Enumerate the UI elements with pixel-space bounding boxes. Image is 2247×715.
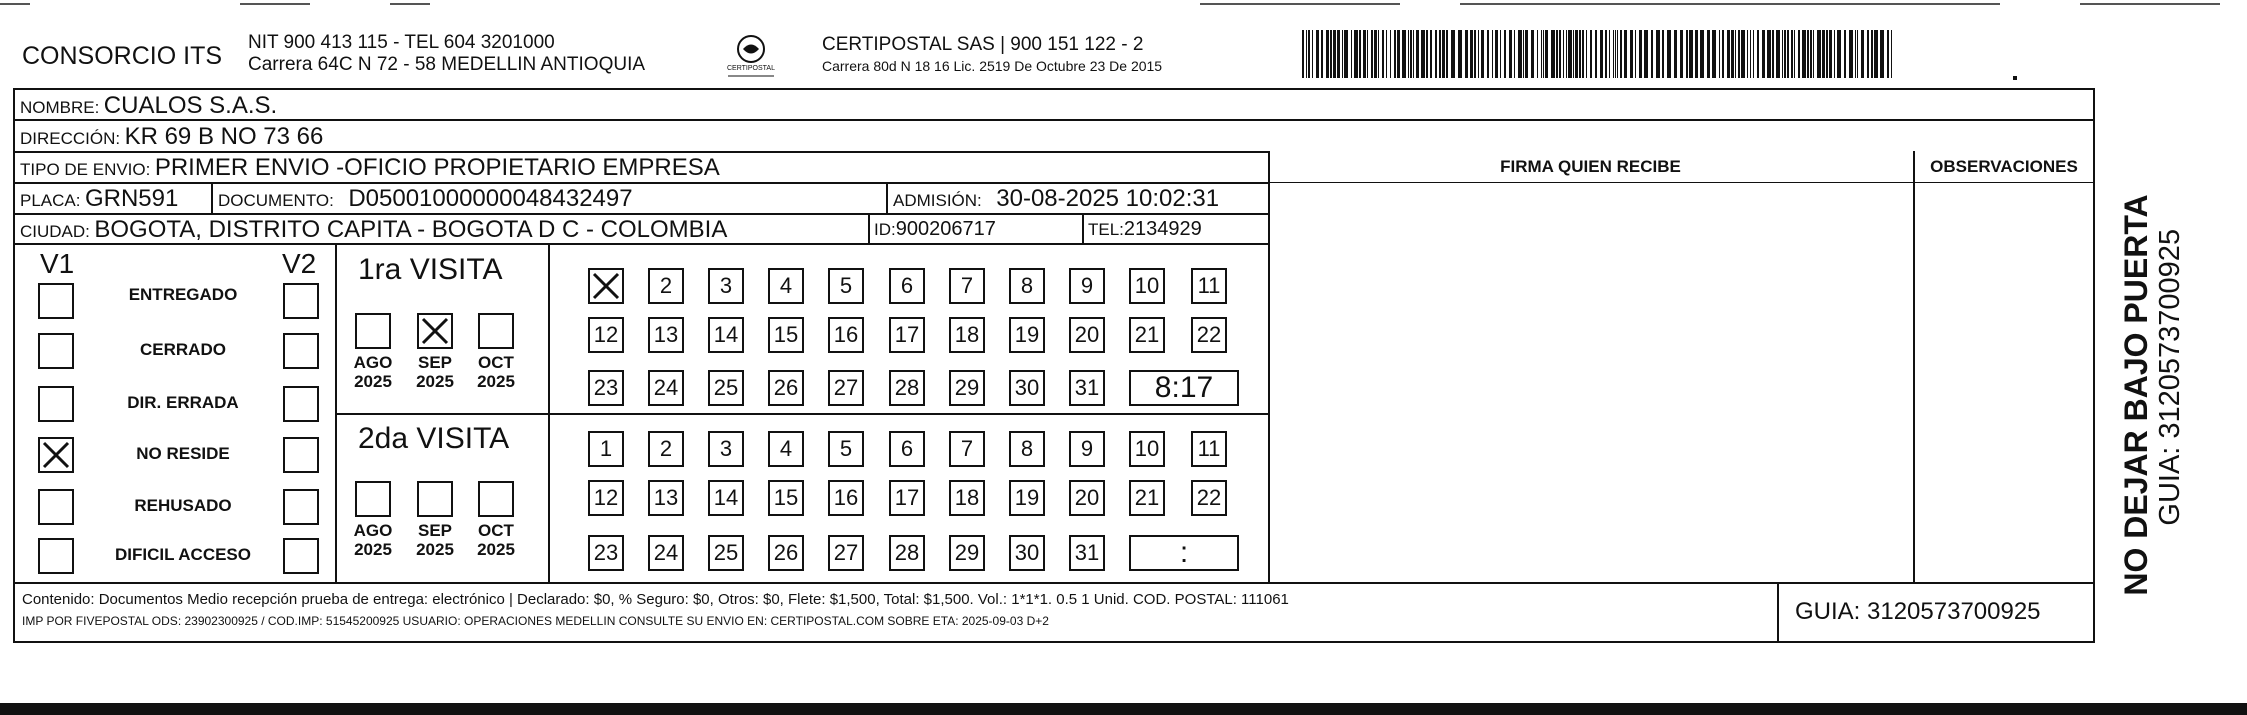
day-box[interactable]: 5 (828, 268, 864, 304)
barcode-bar (1844, 30, 1846, 78)
barcode-bar (1525, 30, 1528, 78)
v2-checkbox[interactable] (283, 489, 319, 525)
day-box[interactable]: 20 (1069, 317, 1105, 353)
barcode-bar (1891, 30, 1892, 78)
day-box[interactable]: 15 (768, 317, 804, 353)
v1-label: V1 (40, 248, 75, 279)
bottom-edge (0, 703, 2247, 715)
barcode-bar (1722, 30, 1724, 78)
barcode-bar (1537, 30, 1538, 78)
v1-checkbox[interactable] (38, 386, 74, 422)
barcode-bar (1871, 30, 1873, 78)
barcode-bar (1887, 30, 1889, 78)
v1-checkbox[interactable] (38, 333, 74, 369)
barcode-bar (1615, 30, 1616, 78)
barcode-bar (1813, 30, 1814, 78)
barcode-bar (1776, 30, 1780, 78)
month-checkbox[interactable] (417, 481, 453, 517)
barcode-bar (1590, 30, 1592, 78)
barcode-bar (1481, 30, 1484, 78)
barcode-bar (1579, 30, 1581, 78)
barcode-bar (1639, 30, 1642, 78)
day-box[interactable]: 14 (708, 480, 744, 516)
barcode-bar (1556, 30, 1558, 78)
barcode-bar (1747, 30, 1748, 78)
id-row (874, 218, 996, 241)
ciudad-row (20, 216, 727, 244)
barcode-bar (1731, 30, 1734, 78)
barcode-bar (1312, 30, 1313, 78)
barcode-bar (1600, 30, 1603, 78)
tipo-envio-row (20, 154, 720, 182)
barcode-bar (1767, 30, 1771, 78)
day-box[interactable]: 18 (949, 480, 985, 516)
barcode-bar (1470, 30, 1473, 78)
day-box[interactable]: 29 (949, 535, 985, 571)
barcode-bar (1451, 30, 1455, 78)
barcode-bar (1330, 30, 1332, 78)
side-text (2118, 194, 2186, 595)
day-box[interactable]: 30 (1009, 535, 1045, 571)
barcode-bar (1880, 30, 1884, 78)
barcode-bar (1680, 30, 1683, 78)
barcode-bar (1738, 30, 1740, 78)
status-option-label: DIR. ERRADA (127, 393, 239, 412)
v2-checkbox[interactable] (283, 333, 319, 369)
day-box[interactable]: 29 (949, 370, 985, 406)
barcode-bar (1586, 30, 1587, 78)
day-box[interactable]: 28 (889, 370, 925, 406)
barcode-bar (1635, 30, 1636, 78)
documento-value: D05001000000048432497 (348, 185, 633, 212)
certipostal-address: Carrera 80d N 18 16 Lic. 2519 De Octubre 23 De 2015 (822, 58, 1163, 74)
barcode-bar (1849, 30, 1853, 78)
placa-value: GRN591 (84, 185, 179, 212)
scan-artifact (240, 3, 310, 5)
scan-artifact (2080, 3, 2220, 5)
certipostal-logo (716, 34, 786, 82)
barcode-bar (1837, 30, 1841, 78)
documento-row (218, 185, 633, 213)
day-box[interactable]: 10 (1129, 431, 1165, 467)
ciudad-value: BOGOTA, DISTRITO CAPITA - BOGOTA D C - COLOMBIA (94, 216, 728, 243)
day-box[interactable]: 24 (648, 535, 684, 571)
month-label: SEP 2025 (416, 353, 454, 391)
barcode-bar (1700, 30, 1704, 78)
scan-artifact (1200, 3, 1400, 5)
barcode-bar (1408, 30, 1409, 78)
month-label: SEP 2025 (416, 521, 454, 559)
day-box[interactable]: 9 (1069, 431, 1105, 467)
certipostal-name: CERTIPOSTAL SAS | 900 151 122 - 2 (822, 34, 1144, 55)
barcode-bar (1802, 30, 1806, 78)
barcode-bar (1624, 30, 1627, 78)
day-box[interactable]: 6 (889, 268, 925, 304)
tipo-envio-label: TIPO DE ENVIO: (20, 160, 151, 179)
day-box[interactable]: 26 (768, 370, 804, 406)
month-checkbox[interactable] (478, 481, 514, 517)
barcode-bar (1695, 30, 1698, 78)
barcode-bar (1394, 30, 1396, 78)
month-checkbox[interactable] (355, 481, 391, 517)
barcode-bar (1582, 30, 1584, 78)
month-label: AGO 2025 (353, 353, 393, 391)
direccion-value: KR 69 B NO 73 66 (124, 123, 324, 150)
barcode-bar (1667, 30, 1671, 78)
barcode-bar (1430, 30, 1432, 78)
barcode-bar (1857, 30, 1858, 78)
barcode-bar (1727, 30, 1730, 78)
status-option-label: CERRADO (140, 340, 226, 359)
day-box[interactable]: 11 (1191, 268, 1227, 304)
barcode-bar (1810, 30, 1812, 78)
barcode-bar (1617, 30, 1618, 78)
barcode-bar (1753, 30, 1754, 78)
day-box[interactable]: 31 (1069, 370, 1105, 406)
barcode-bar (1735, 30, 1736, 78)
v2-checkbox[interactable] (283, 437, 319, 473)
barcode-bar (1822, 30, 1825, 78)
barcode-bar (1573, 30, 1574, 78)
barcode-bar (1531, 30, 1534, 78)
barcode-bar (1834, 30, 1835, 78)
barcode-bar (1363, 30, 1366, 78)
status-option-label: DIFICIL ACCESO (114, 545, 251, 564)
barcode-bar (1750, 30, 1751, 78)
barcode-bar (1874, 30, 1878, 78)
day-box[interactable]: 23 (588, 370, 624, 406)
barcode-bar (1344, 30, 1348, 78)
visit2-title: 2da VISITA (358, 422, 510, 455)
day-box[interactable]: 2 (648, 431, 684, 467)
company-nit-tel: NIT 900 413 115 - TEL 604 3201000 (248, 32, 555, 53)
barcode-bar (1772, 30, 1774, 78)
barcode-bar (1316, 30, 1319, 78)
barcode-bar (1566, 30, 1567, 78)
time-box[interactable]: 8:17 (1129, 370, 1239, 406)
company-address: Carrera 64C N 72 - 58 MEDELLIN ANTIOQUIA (248, 54, 646, 75)
barcode-bar (1787, 30, 1789, 78)
month-checkbox[interactable] (478, 313, 514, 349)
day-box[interactable]: 25 (708, 370, 744, 406)
ciudad-label: CIUDAD: (20, 222, 90, 241)
barcode-bar (1791, 30, 1793, 78)
day-box[interactable]: 20 (1069, 480, 1105, 516)
day-box[interactable]: 4 (768, 431, 804, 467)
scan-artifact (0, 3, 30, 5)
documento-label: DOCUMENTO: (218, 191, 334, 210)
day-box[interactable]: 3 (708, 268, 744, 304)
barcode-bar (1442, 30, 1445, 78)
barcode-bar (1354, 30, 1358, 78)
barcode-bar (1465, 30, 1468, 78)
v1-checkbox[interactable] (38, 283, 74, 319)
barcode-bar (1543, 30, 1544, 78)
day-box[interactable]: 23 (588, 535, 624, 571)
side-warning: NO DEJAR BAJO PUERTA (2118, 194, 2154, 596)
barcode-bar (1504, 30, 1506, 78)
day-box[interactable]: 21 (1129, 480, 1165, 516)
barcode-bar (1559, 30, 1561, 78)
day-box[interactable]: 3 (708, 431, 744, 467)
barcode-bar (1495, 30, 1498, 78)
day-box[interactable]: 26 (768, 535, 804, 571)
day-box[interactable]: 8 (1009, 431, 1045, 467)
footer-guia: GUIA: 3120573700925 (1795, 598, 2041, 625)
footer-print-info: IMP POR FIVEPOSTAL ODS: 23902300925 / COD.IMP: 51545200925 USUARIO: OPERACIONES MEDELLIN CONSULTE SU ENVIO EN: CERTIPOSTAL.COM SOBRE ETA: 2025-09-03 D+2 (22, 614, 1049, 628)
barcode-bar (1757, 30, 1759, 78)
barcode-bar (1630, 30, 1633, 78)
barcode-bar (1326, 30, 1329, 78)
direccion-row (20, 123, 323, 151)
month-checkbox[interactable] (355, 313, 391, 349)
id-label: ID: (874, 220, 896, 239)
footer-content: Contenido: Documentos Medio recepción prueba de entrega: electrónico | Declarado: $0, % Seguro: $0, Otros: $0, Flete: $1,500, Total: $1,500. Vol.: 1*1*1. 0.5 1 Unid. COD. POSTAL: 111061 (22, 591, 1289, 608)
day-box[interactable]: 13 (648, 317, 684, 353)
day-box[interactable]: 21 (1129, 317, 1165, 353)
barcode-bar (1337, 30, 1340, 78)
barcode-bar (1541, 30, 1542, 78)
day-box[interactable]: 1 (588, 431, 624, 467)
barcode-bar (1523, 30, 1524, 78)
day-box[interactable]: 19 (1009, 317, 1045, 353)
month-label: AGO 2025 (353, 521, 393, 559)
day-box[interactable]: 9 (1069, 268, 1105, 304)
barcode-bar (1374, 30, 1377, 78)
barcode-bar (1333, 30, 1336, 78)
observaciones-header: OBSERVACIONES (1930, 157, 2078, 176)
day-box[interactable]: 22 (1191, 480, 1227, 516)
barcode-bar (1518, 30, 1522, 78)
barcode-bar (1826, 30, 1828, 78)
day-box[interactable]: 19 (1009, 480, 1045, 516)
barcode-bar (1306, 30, 1307, 78)
day-box[interactable]: 16 (828, 480, 864, 516)
day-box[interactable]: 14 (708, 317, 744, 353)
scan-artifact (390, 3, 430, 5)
barcode-bar (1435, 30, 1437, 78)
barcode-bar (1794, 30, 1795, 78)
barcode-bar (1855, 30, 1856, 78)
barcode (1302, 30, 1898, 78)
barcode-bar (1371, 30, 1373, 78)
day-box[interactable]: 8 (1009, 268, 1045, 304)
barcode-bar (1514, 30, 1515, 78)
barcode-bar (1413, 30, 1414, 78)
barcode-bar (1382, 30, 1384, 78)
barcode-bar (1782, 30, 1783, 78)
day-box[interactable]: 17 (889, 317, 925, 353)
day-box[interactable]: 27 (828, 370, 864, 406)
barcode-bar (1416, 30, 1419, 78)
barcode-bar (1609, 30, 1610, 78)
barcode-bar (1762, 30, 1765, 78)
barcode-bar (1817, 30, 1821, 78)
barcode-bar (1807, 30, 1809, 78)
barcode-bar (1509, 30, 1512, 78)
day-box[interactable]: 31 (1069, 535, 1105, 571)
barcode-bar (1741, 30, 1745, 78)
tel-label: TEL: (1088, 220, 1124, 239)
nombre-row (20, 92, 277, 120)
day-box[interactable]: 15 (768, 480, 804, 516)
logo-wordmark: CERTIPOSTAL (727, 65, 775, 72)
barcode-bar (1707, 30, 1710, 78)
barcode-bar (1492, 30, 1493, 78)
month-label: OCT 2025 (477, 353, 515, 391)
barcode-bar (1712, 30, 1716, 78)
day-box[interactable]: 18 (949, 317, 985, 353)
v2-checkbox[interactable] (283, 538, 319, 574)
time-box[interactable]: : (1129, 535, 1239, 571)
barcode-bar (1686, 30, 1688, 78)
barcode-bar (1651, 30, 1653, 78)
day-box[interactable]: 11 (1191, 431, 1227, 467)
barcode-bar (1302, 30, 1304, 78)
company-name: CONSORCIO ITS (22, 42, 223, 70)
barcode-bar (1719, 30, 1720, 78)
v2-label: V2 (282, 248, 317, 279)
barcode-bar (1487, 30, 1489, 78)
day-box[interactable]: 27 (828, 535, 864, 571)
barcode-bar (1321, 30, 1323, 78)
visit1-title: 1ra VISITA (358, 253, 503, 286)
barcode-bar (1551, 30, 1555, 78)
month-label: OCT 2025 (477, 521, 515, 559)
barcode-bar (1568, 30, 1572, 78)
placa-row (20, 185, 178, 213)
barcode-bar (1367, 30, 1368, 78)
status-option-label: REHUSADO (134, 496, 232, 515)
tel-row (1088, 218, 1202, 241)
barcode-bar (1359, 30, 1361, 78)
v1-checkbox[interactable] (38, 538, 74, 574)
barcode-bar (1784, 30, 1786, 78)
day-box[interactable]: 10 (1129, 268, 1165, 304)
barcode-bar (1605, 30, 1607, 78)
barcode-bar (1662, 30, 1664, 78)
admision-value: 30-08-2025 10:02:31 (996, 185, 1220, 212)
v2-checkbox[interactable] (283, 283, 319, 319)
barcode-bar (1500, 30, 1501, 78)
day-box[interactable]: 22 (1191, 317, 1227, 353)
barcode-bar (1674, 30, 1677, 78)
day-box[interactable]: 17 (889, 480, 925, 516)
day-box[interactable]: 5 (828, 431, 864, 467)
day-box[interactable]: 2 (648, 268, 684, 304)
day-box[interactable]: 7 (949, 268, 985, 304)
firma-header: FIRMA QUIEN RECIBE (1500, 157, 1681, 176)
placa-label: PLACA: (20, 191, 81, 210)
barcode-bar (1861, 30, 1864, 78)
barcode-bar (1595, 30, 1597, 78)
barcode-bar (1644, 30, 1648, 78)
barcode-bar (1426, 30, 1428, 78)
barcode-bar (1689, 30, 1693, 78)
day-box[interactable]: 16 (828, 317, 864, 353)
barcode-bar (1478, 30, 1479, 78)
barcode-bar (1798, 30, 1800, 78)
day-box[interactable]: 7 (949, 431, 985, 467)
barcode-bar (1351, 30, 1352, 78)
admision-row (893, 185, 1219, 213)
barcode-bar (1613, 30, 1614, 78)
barcode-bar (1458, 30, 1462, 78)
barcode-bar (1342, 30, 1343, 78)
barcode-bar (1446, 30, 1448, 78)
barcode-bar (1620, 30, 1622, 78)
barcode-bar (1656, 30, 1660, 78)
barcode-bar (1402, 30, 1406, 78)
nombre-value: CUALOS S.A.S. (103, 92, 278, 119)
barcode-bar (1575, 30, 1578, 78)
day-box[interactable]: 24 (648, 370, 684, 406)
barcode-bar (1390, 30, 1391, 78)
barcode-bar (1410, 30, 1412, 78)
barcode-bar (1829, 30, 1832, 78)
day-box[interactable]: 28 (889, 535, 925, 571)
v1-checkbox[interactable] (38, 489, 74, 525)
barcode-bar (1386, 30, 1387, 78)
month-checkbox[interactable] (417, 313, 453, 349)
day-box[interactable]: 4 (768, 268, 804, 304)
barcode-bar (1439, 30, 1441, 78)
barcode-bar (1308, 30, 1310, 78)
status-option-label: ENTREGADO (128, 285, 238, 304)
side-guia: GUIA: 3120573700925 (2154, 228, 2186, 526)
status-option-label: NO RESIDE (136, 444, 230, 463)
barcode-bar (1397, 30, 1400, 78)
barcode-bar (1563, 30, 1564, 78)
day-box[interactable]: 12 (588, 480, 624, 516)
barcode-bar (1421, 30, 1425, 78)
nombre-label: NOMBRE: (20, 98, 100, 117)
day-box[interactable]: 13 (648, 480, 684, 516)
dot-mark (2013, 76, 2017, 80)
barcode-bar (1545, 30, 1548, 78)
v2-checkbox[interactable] (283, 386, 319, 422)
barcode-bar (1867, 30, 1869, 78)
scan-artifact (1460, 3, 2000, 5)
day-box[interactable]: 25 (708, 535, 744, 571)
day-box[interactable]: 30 (1009, 370, 1045, 406)
v1-checkbox[interactable] (38, 437, 74, 473)
id-value: 900206717 (895, 218, 996, 240)
direccion-label: DIRECCIÓN: (20, 129, 121, 148)
day-box[interactable] (588, 268, 624, 304)
tipo-envio-value: PRIMER ENVIO -OFICIO PROPIETARIO EMPRESA (154, 154, 720, 181)
day-box[interactable]: 6 (889, 431, 925, 467)
admision-label: ADMISIÓN: (893, 191, 982, 210)
tel-value: 2134929 (1123, 218, 1202, 240)
barcode-bar (1474, 30, 1476, 78)
day-box[interactable]: 12 (588, 317, 624, 353)
barcode-bar (1378, 30, 1379, 78)
